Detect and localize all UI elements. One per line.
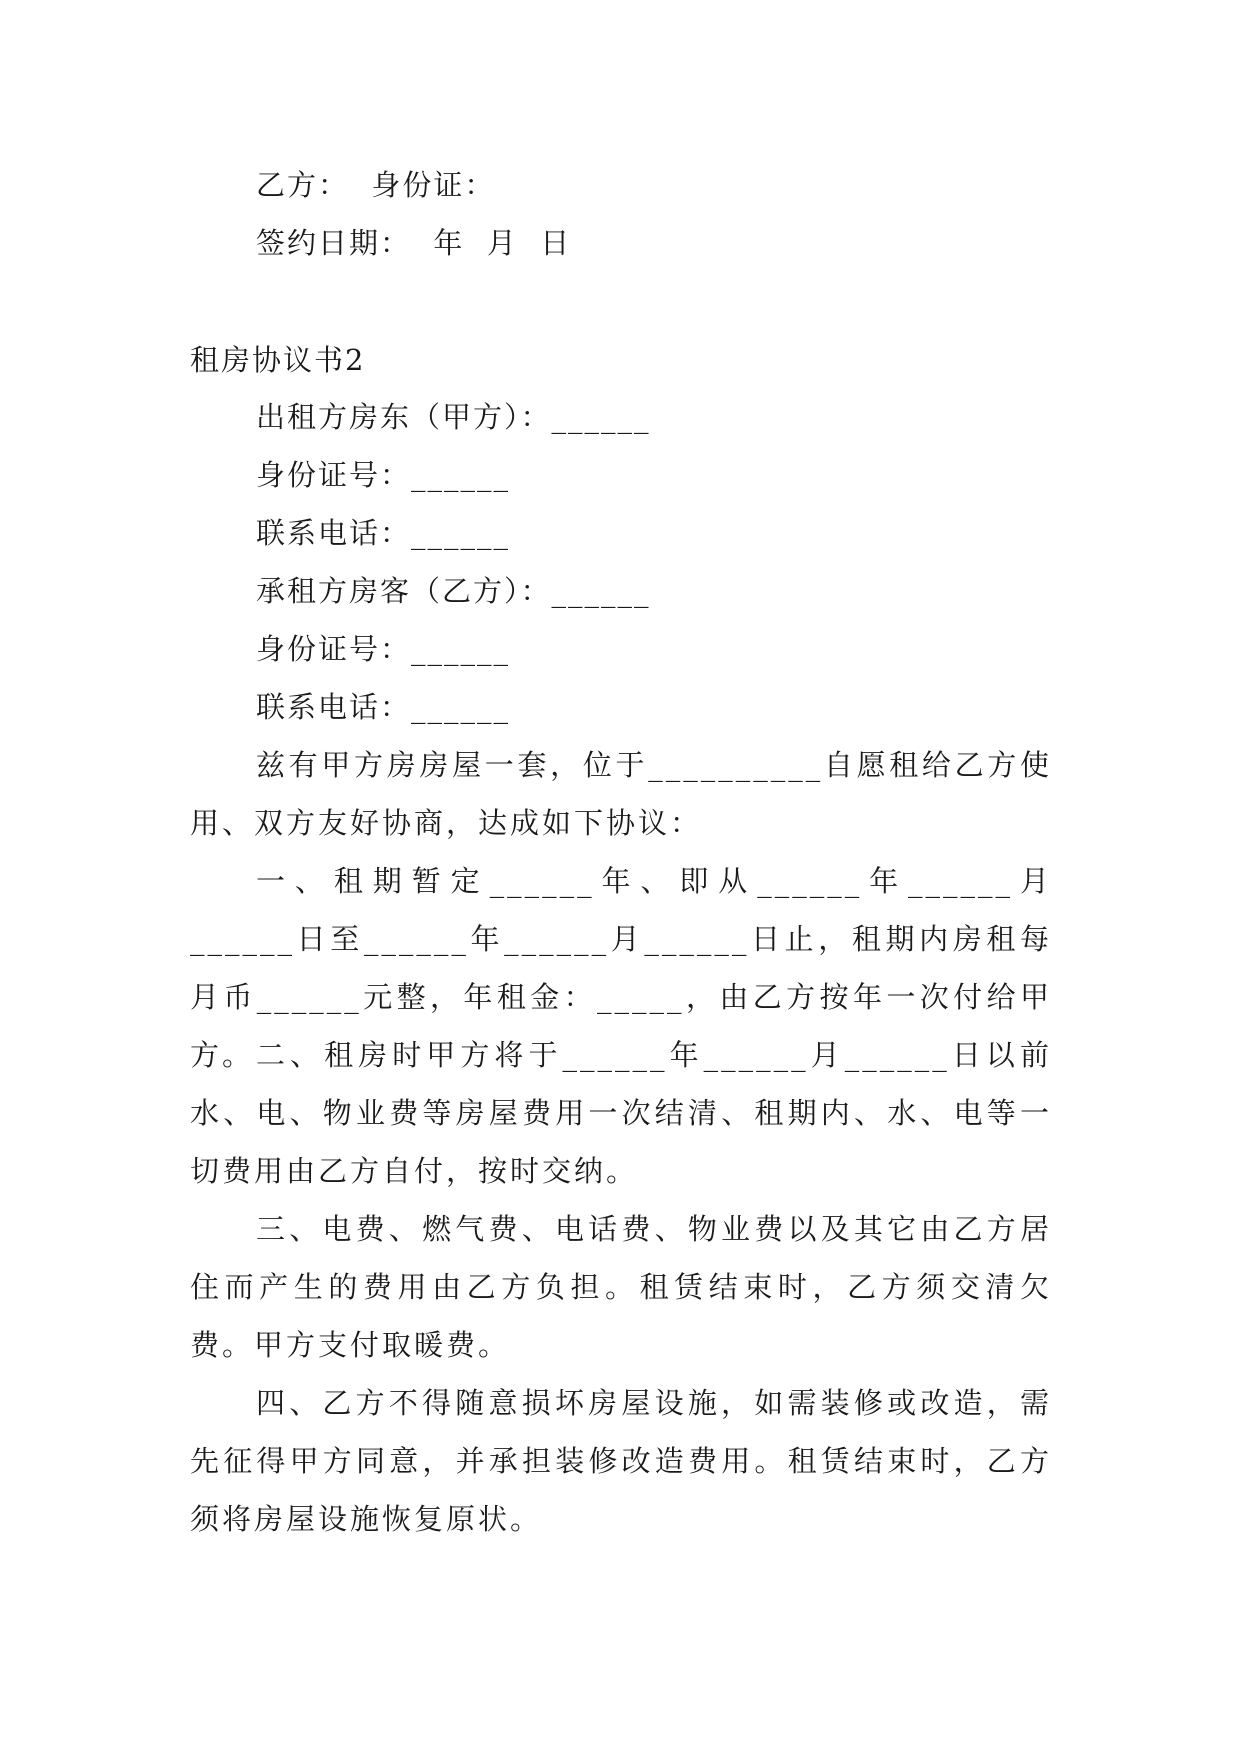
paragraph-intro: 兹有甲方房房屋一套，位于__________自愿租给乙方使用、双方友好协商，达成如下协议： — [190, 748, 1052, 840]
tenant-field: 承租方房客（乙方）：______ — [256, 574, 651, 608]
party-b-id-line: 乙方： 身份证： — [256, 168, 496, 202]
paragraph-clause-1: 一、租期暂定______年、即从______年______月______日至______年______月______日止，租期内房租每月币______元整，年租金：_____，由乙方按年一次付给甲方。 — [190, 864, 1052, 1072]
paragraph-clause-3: 三、电费、燃气费、电话费、物业费以及其它由乙方居住而产生的费用由乙方负担。租赁结束时，乙方须交清欠费。甲方支付取暖费。 — [190, 1212, 1052, 1362]
tenant-id-field: 身份证号：______ — [256, 632, 511, 666]
landlord-id-field: 身份证号：______ — [256, 458, 511, 492]
landlord-phone-field: 联系电话：______ — [256, 516, 511, 550]
paragraph-clause-4: 四、乙方不得随意损坏房屋设施，如需装修或改造，需先征得甲方同意，并承担装修改造费用。租赁结束时，乙方须将房屋设施恢复原状。 — [190, 1386, 1052, 1536]
signing-date-line: 签约日期： 年 月 日 — [256, 226, 572, 260]
paragraph-clause-2: 二、租房时甲方将于______年______月______日以前水、电、物业费等房屋费用一次结清、租期内、水、电等一切费用由乙方自付，按时交纳。 — [190, 1038, 1052, 1188]
tenant-phone-field: 联系电话：______ — [256, 690, 511, 724]
landlord-field: 出租方房东（甲方）：______ — [256, 400, 651, 434]
document-title: 租房协议书2 — [190, 343, 366, 377]
